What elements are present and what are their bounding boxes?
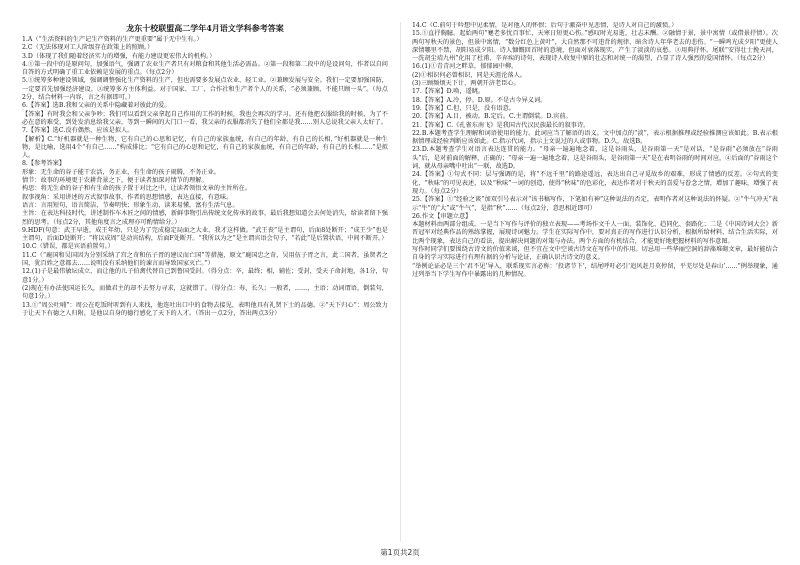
right-answer-list (412, 22, 778, 279)
answer-line: 22.B.本题考查学生理解和词语使用的能力。此词应当了解语的语义。文中加点的“淡”，表示根据推理或经验推测应该如此。B.表示根据情理或经验判断应该如此。C.指示代词，指示上文说过的人或事物。D.久，故选B。 (412, 129, 778, 146)
answer-line: 主旨：在表达科技时代，讲述制作车木匠之间的情感，新鲜事物引出传统文化传承的故事，最后我想知道会去何处消失，给读者留下强烈的思考。（每点2分，其他角度言之成理亦可酌情给分。） (22, 210, 388, 226)
answer-line: 【解析】C.“好机器就是一种生物，它有自己的心思和记忆，有自己的家族血统，有自己的年龄，有自己的长相，”好机器就是一种生物，是比喻，选用4个“有自己……”构成排比；“它有自己的心思和记忆，有自己的家族血统，有自己的年龄，有自己的长相……”是拟人。 (22, 135, 388, 160)
answer-line: 1.A（“生活资料的生产记生产资料的生产更重要”属于无中生有。） (22, 36, 203, 43)
column-divider (400, 22, 401, 542)
answer-line: (2)①相识何必曾相识，同是天涯沦落人。 (412, 71, 526, 79)
answer-line: 叙事视角：采用讲述的方式叙事故事，作者的思想情感，表达直接，有意味。 (22, 193, 233, 201)
answer-line: 2.C（无法体现对工人阶级存在政策上的照顾。） (22, 44, 154, 52)
answer-line: 23.D.本题考查学生对语言表达连贯的能力。“母亲一遍遍地念着，这是谷雨头，是谷雨第一天”是对话，“是谷雨”必须放在“谷雨头”后，是对前面的解释，正确的；“母亲一遍一遍地念着，这是谷雨头，是谷雨第一天”是在表明谷雨的时间对应，④后面的“谷雨这个词，就从母亲嘴中吐出”一联，故选D。 (412, 146, 778, 171)
answer-line: (3)三顾频烦天下计，两朝开济老臣心。 (412, 80, 520, 88)
document-title: 龙东十校联盟高二学年4月语文学科参考答案 (126, 23, 284, 33)
answer-line: (2)现在有办法使国运长久，而做君主的却不去努力寻求，这就错了。（得分点：寿，长久；一般者，……，主语；动词谓语，倒装句，句意1分。） (22, 284, 388, 301)
answer-line: 14.C（C.前句于吟想中见柔情，是对他人的怀恨；后句于激奋中见悲情，是诗人对自己的激愤。） (412, 22, 678, 29)
answer-line: 24.【答案】①句式不同：层与强调的是，将“不远千里”的路途遥远，表达出自己寻觅故乡的艰难，形成了情感的反差。②句式的变化，“秋味”的可见表述，以及“秋味”一词的创造，使得“秋味”的色彩化，表达作者对于秋天的喜爱与眷念之情，增加了趣味，增强了表现力。（每点2分） (412, 171, 778, 195)
answer-line: 15.①直抒胸臆。起始两句“蹇老多忧百事忙，天寒日短更心伤。”感叹时光易逝，壮志未酬。②融情于景，景中寓情（或借景抒情）。次两句写秋天的景色，但景中寓情，“数分红色上黄叶”，大自然那不可违背的规律，暗含诗人年华老去的悲伤。“一瞬鸣光成夕阳”更使人深情哪里不禁，胡阳易成夕阳。诗人慷慨回首时的意境，但面对衰落现实，产生了淡淡的哀愁。③用典抒怀。尾联“安得壮士挽天河，一洗胡尘靖九州”化用了杜甫、辛弃疾的诗句，表现诗人收复中原的壮志和对统一的渴望，凸显了诗人强烈的爱国情怀。（每点2分） (412, 30, 778, 63)
answer-line: 19.【答案】C.但，只是，没有语意。 (412, 104, 515, 112)
answer-line: 12.(1)子是最伟敏坛成立，而让他的儿子伯禽代替自己到鲁国受封。（得分点：卒，最终；相，辅佐；受封，受天子命封地，各1分，句意1分。） (22, 268, 388, 284)
answer-line: 10.C（错误，都是宾语前置句。） (22, 243, 114, 251)
answer-line: 形象：无生命的谷子能干农活，务正业，有生命的孩子闹腾，不务正业。 (22, 168, 220, 176)
answer-line: 17.【答案】D.唤，遥眺。 (412, 88, 485, 96)
answer-line: 8.【参考答案】 (22, 160, 66, 168)
answer-line: 4.①第一段中的是原问句，加强语气，强调了农业生产者只有对粮食和其他生活必需品。②第一段和第二段中的是设问句，作者以自问自答的方式明确了重工业依赖是发展的重点。（每点2分） (22, 60, 388, 77)
answer-line: 26.作文【审题立意】 (412, 212, 472, 220)
answer-line: 16.(1)①青青河之畔草，郁郁园中柳。 (412, 63, 518, 71)
answer-line: 写作时同学们要围绕古诗文的价值来谈，但不宜在文中空谈古诗文在写作中的作用。切忌用一些华丽空洞的辞藻堆砌文章，最好能结合自身的学习实际进行有理有据的分析与论证，正确认识古诗文的意义。 (412, 246, 778, 262)
right-column (412, 22, 778, 542)
answer-line: “举例论证必是三个‘君不见’导入，联系现实言必称：‘投诸节下’，结尾呼吁必引‘追风赶月莫停留，平芜尽处是春山’……”例举现象，通过列举当下学生写作中暴露出的几种情况。 (412, 262, 778, 278)
answer-line: 6.【答案】选B.我和父亲的关系中隐藏着对彼此的爱。 (22, 102, 171, 110)
answer-line: 7.【答案】选C.没有偶然，应该是拟人。 (22, 127, 134, 135)
answer-line: 25.【答案】①“经验之谈”加双引号表示对“该书稿写作，下笔如有神”这种说法的否定，表明作者对这种说法的怀疑。②“牛气冲天”表示“牛”的“大”或“牛气”，是指“秋”……（每点2分，意思相近即可） (412, 196, 778, 212)
left-answer-list (22, 36, 388, 318)
answer-line: 13.①“周公吐哺”：周公在吃饭时听到有人来找，他连吐出口中的食物去接见，表明他具有礼贤下士的品德。②“天下归心”：周公致力于让天下有德之人归附，是他以自身的德行感化了天下的人才。（答出一点2分，答出两点3分） (22, 301, 388, 317)
answer-line: 【答案】有时我会和父亲争吵；我们可以看到父亲拿起自己作用的工作的时候，我也会再次的学习。还有他把衣服给我的时候，为了不必在意的难受，到处发消息给我父亲，等到一瞬间的大门口一看，我父亲的衣服都消失了他们全都是我……别人总说我父亲人太好了。 (22, 110, 388, 126)
answer-line: 构思：将无生命的谷子和有生命的孩子置于对比之中，让读者领悟文章的主旨所在。 (22, 185, 251, 193)
page-number: 第1页共2页 (380, 548, 420, 557)
answer-line: 21.【答案】C.《孔雀东南飞》是我国古代汉民族最长的叙事诗。 (412, 121, 590, 129)
answer-line: 语言：言用短句，语言简洁，节奏明快；形象生动，读来易懂，富有生活气息。 (22, 201, 239, 209)
answer-line: 18.【答案】A.冷，停。D.原。不是古今异义词。 (412, 96, 547, 104)
answer-line: 本题材料由两部分组成，一是当下写作与评价的独立表现——考场作文千人一面，装饰化、趋同化、套路化；二是《中国诗词大会》新晋冠军对经典作品的熟练掌握，展现诗词魅力。学生在实际写作中，要对真正的写作进行认识分析，根据所给材料，结合生活实际，对比两个现象，表达自己的看法，提出解决问题的对策与办法。两个方面的有机结合，才能更好地把握材料的写作意图。 (412, 221, 778, 245)
answer-line: 20.【答案】A.目，被动。B.定后。C.主谓倒装。D.宾前。 (412, 113, 572, 121)
left-column (22, 22, 388, 542)
answer-line: 5.①统筹多种建设领域，强调调整强化生产资料的生产，但也需要多发展点农业、轻工业。②兼顾发展与安全。我们一定要加强国防，一定要首先加强经济建设。③统筹多方主体利益。对于国家、工厂、合作社和生产者个人的关系，“必须兼顾，不能只顾一头”。（每点2分，结合材料一内容，言之有据即可。） (22, 77, 388, 102)
answer-line: 情节：故事的环境更于农耕背景之下，便于读者加深对情节的理解。 (22, 177, 208, 185)
answer-line: 9.HDF(句意：武王早逝，成王年幼，只是为了完成稳定局面之大业，我才这样做。“武王丧”是主谓句，后面8处断开；“成王少”也是主谓句，后面D处断开；“将以成周”是动宾结构，后面F处断开。“我所以为之”是主谓宾语会句子，“若此”是后置状语，中间不断开。） (22, 226, 388, 243)
answer-line: 11.C（“鹿国和吴国因为分别采纳了宫之奇和伍子胥的建议而亡国”等措施，原文“鹿国忠之奇，吴用伍子胥之言，此二国者，虽贤者之国，犹百姓之意都去……说明没有采纳他们的谏言而导致国家灭亡。”） (22, 251, 388, 268)
answer-line: 3.D（体现了我们随着经济实力的增强，有能力建设更宏伟大的机构。） (22, 52, 216, 60)
